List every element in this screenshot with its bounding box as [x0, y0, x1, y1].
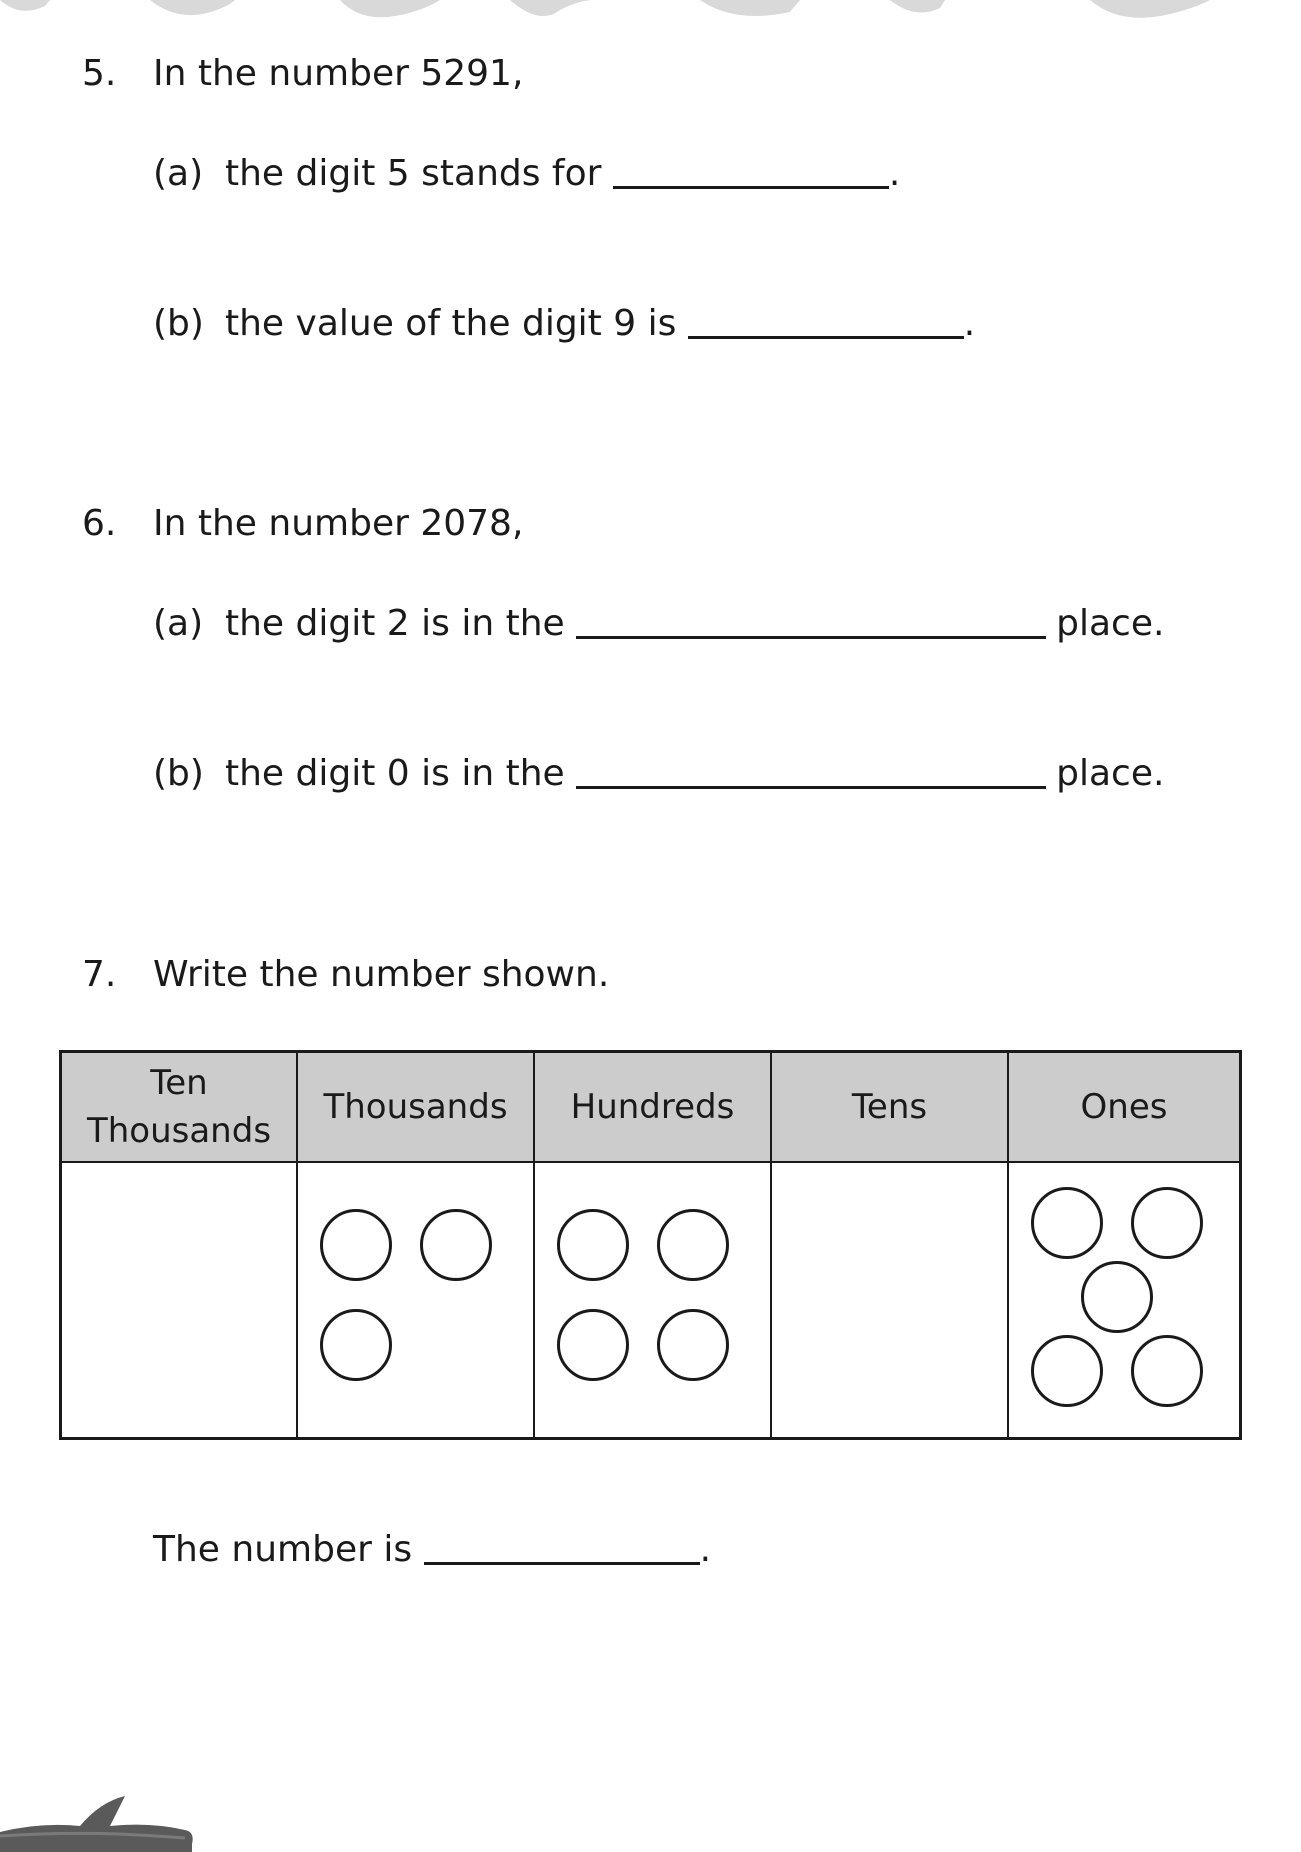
place-value-chart	[59, 1050, 1242, 1440]
counting-disc	[1031, 1187, 1103, 1259]
part-tail: .	[888, 153, 901, 194]
question-5b	[153, 302, 975, 346]
counting-disc	[1131, 1187, 1203, 1259]
part-text: the digit 0 is in the	[225, 753, 565, 794]
part-label: (b)	[153, 303, 204, 344]
part-tail: place.	[1056, 603, 1165, 644]
answer-tail: .	[699, 1529, 712, 1570]
question-number: 5.	[82, 53, 117, 94]
answer-blank[interactable]	[688, 306, 964, 339]
header-hundreds: Hundreds	[534, 1052, 771, 1163]
counting-disc	[657, 1309, 729, 1381]
question-number: 7.	[82, 954, 117, 995]
question-7-answer	[153, 1528, 711, 1572]
counting-disc	[320, 1209, 392, 1281]
counting-disc	[320, 1309, 392, 1381]
part-text: the value of the digit 9 is	[225, 303, 677, 344]
answer-blank[interactable]	[576, 756, 1046, 789]
header-ones: Ones	[1008, 1052, 1241, 1163]
header-ten-thousands: Ten Thousands	[61, 1052, 298, 1163]
question-6b	[153, 752, 1164, 796]
question-number: 6.	[82, 503, 117, 544]
counting-disc	[657, 1209, 729, 1281]
answer-blank[interactable]	[576, 606, 1046, 639]
part-tail: .	[963, 303, 976, 344]
cell-ones	[1008, 1162, 1241, 1439]
part-label: (a)	[153, 153, 204, 194]
question-5a	[153, 152, 900, 196]
answer-blank[interactable]	[613, 156, 889, 189]
part-tail: place.	[1056, 753, 1165, 794]
part-label: (b)	[153, 753, 204, 794]
cell-ten-thousands	[61, 1162, 298, 1439]
counting-disc	[1131, 1335, 1203, 1407]
branch-decoration	[0, 1792, 240, 1852]
header-thousands: Thousands	[297, 1052, 534, 1163]
part-text: the digit 2 is in the	[225, 603, 565, 644]
top-decoration	[0, 0, 1301, 30]
question-6a	[153, 602, 1164, 646]
counting-disc	[420, 1209, 492, 1281]
part-label: (a)	[153, 603, 204, 644]
question-text: Write the number shown.	[153, 954, 610, 995]
counting-disc	[1081, 1261, 1153, 1333]
counting-disc	[557, 1209, 629, 1281]
cell-thousands	[297, 1162, 534, 1439]
question-text: In the number 2078,	[153, 503, 524, 544]
cell-tens	[771, 1162, 1008, 1439]
counting-disc	[1031, 1335, 1103, 1407]
cell-hundreds	[534, 1162, 771, 1439]
header-tens: Tens	[771, 1052, 1008, 1163]
question-text: In the number 5291,	[153, 53, 524, 94]
counting-disc	[557, 1309, 629, 1381]
part-text: the digit 5 stands for	[225, 153, 602, 194]
answer-prompt: The number is	[153, 1529, 413, 1570]
answer-blank[interactable]	[424, 1532, 700, 1565]
